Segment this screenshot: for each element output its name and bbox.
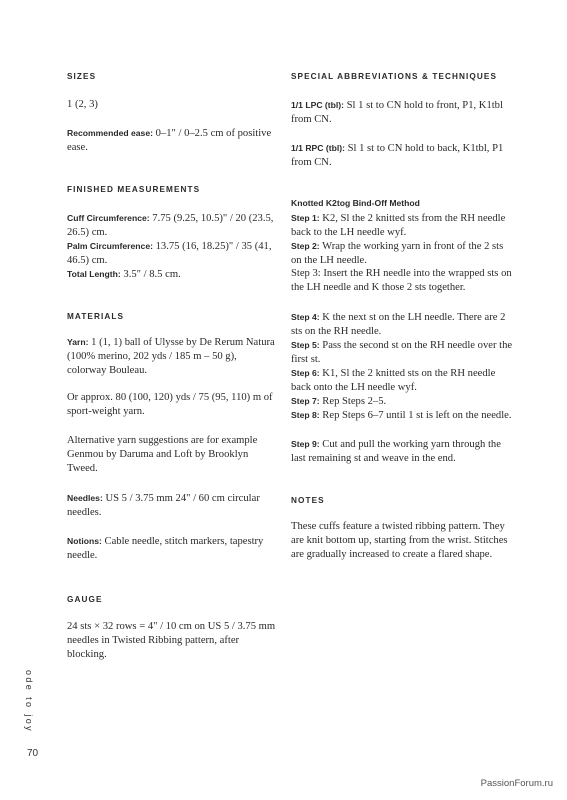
- lpc-value: Sl 1 st to CN hold to front, P1, K1tbl from CN.: [291, 100, 503, 126]
- cuff-value: 7.75 (9.25, 10.5)" / 20 (23.5, 26.5) cm.: [67, 213, 274, 239]
- step-9-value: Cut and pull the working yarn through the last remaining st and weave in the end.: [291, 439, 501, 465]
- gauge-text: 24 sts × 32 rows = 4" / 10 cm on US 5 / 3.75 mm needles in Twisted Ribbing pattern, after blocking.: [67, 621, 276, 661]
- yarn-approx: Or approx. 80 (100, 120) yds / 75 (95, 110) m of sport-weight yarn.: [67, 392, 273, 418]
- step-1: [291, 211, 513, 240]
- rpc-label: 1/1 RPC (tbl):: [291, 143, 345, 153]
- needles-value: US 5 / 3.75 mm 24" / 60 cm circular needles.: [67, 493, 260, 519]
- lpc-definition: [291, 98, 513, 127]
- step-9-label: Step 9:: [291, 439, 320, 449]
- book-title-vertical: ode to joy: [24, 670, 34, 734]
- gauge-heading: GAUGE: [67, 595, 103, 604]
- yarn-label: Yarn:: [67, 337, 89, 347]
- materials-heading: MATERIALS: [67, 312, 125, 321]
- ease-value: 0–1" / 0–2.5 cm of positive ease.: [67, 128, 272, 154]
- step-5-label: Step 5:: [291, 340, 320, 350]
- step-7-value: Rep Steps 2–5.: [319, 396, 387, 407]
- palm-circumference: [67, 239, 277, 268]
- needles-label: Needles:: [67, 493, 103, 503]
- step-4-value: K the next st on the LH needle. There are 2 sts on the RH needle.: [291, 312, 506, 338]
- sizes-heading: SIZES: [67, 72, 97, 81]
- step-4: [291, 310, 513, 339]
- notes-text: These cuffs feature a twisted ribbing pattern. They are knit bottom up, starting from the wrist. Stitches are gradually increased to create a flared shape.: [291, 521, 508, 561]
- total-length: [67, 267, 277, 282]
- step-1-value: K2, Sl the 2 knitted sts from the RH needle back to the LH needle wyf.: [291, 213, 506, 239]
- ease-label: Recommended ease:: [67, 128, 153, 138]
- step-8: [291, 408, 513, 423]
- step-1-label: Step 1:: [291, 213, 320, 223]
- step-7: [291, 394, 513, 409]
- cuff-label: Cuff Circumference:: [67, 213, 150, 223]
- alternative-yarn: Alternative yarn suggestions are for example Genmou by Daruma and Loft by Brooklyn Tweed.: [67, 435, 258, 475]
- yarn-value: 1 (1, 1) ball of Ulysse by De Rerum Natura (100% merino, 202 yds / 185 m – 50 g), colorway Bouleau.: [67, 337, 275, 377]
- notes-heading: NOTES: [291, 496, 325, 505]
- sizes-value: 1 (2, 3): [67, 99, 98, 110]
- length-value: 3.5" / 8.5 cm.: [120, 269, 181, 280]
- step-6-label: Step 6:: [291, 368, 320, 378]
- yarn: [67, 335, 277, 379]
- abbreviations-heading: SPECIAL ABBREVIATIONS & TECHNIQUES: [291, 72, 498, 81]
- bind-off-title: Knotted K2tog Bind-Off Method: [291, 198, 420, 208]
- lpc-label: 1/1 LPC (tbl):: [291, 100, 344, 110]
- notions-value: Cable needle, stitch markers, tapestry needle.: [67, 536, 264, 562]
- step-8-value: Rep Steps 6–7 until 1 st is left on the needle.: [319, 410, 512, 421]
- notions-label: Notions:: [67, 536, 102, 546]
- step-6-value: K1, Sl the 2 knitted sts on the RH needle back onto the LH needle wyf.: [291, 368, 496, 394]
- cuff-circumference: [67, 211, 277, 240]
- palm-value: 13.75 (16, 18.25)" / 35 (41, 46.5) cm.: [67, 241, 272, 267]
- step-2: [291, 239, 513, 268]
- step-3: Step 3: Insert the RH needle into the wrapped sts on the LH needle and K those 2 sts together.: [291, 268, 512, 294]
- step-2-label: Step 2:: [291, 241, 320, 251]
- notions: [67, 534, 277, 563]
- step-5: [291, 338, 513, 367]
- rpc-definition: [291, 141, 513, 170]
- recommended-ease: [67, 126, 277, 155]
- step-2-value: Wrap the working yarn in front of the 2 sts on the LH needle.: [291, 241, 504, 267]
- step-4-label: Step 4:: [291, 312, 320, 322]
- rpc-value: Sl 1 st to CN hold to back, K1tbl, P1 from CN.: [291, 143, 504, 169]
- page-number: 70: [27, 748, 39, 759]
- watermark: PassionForum.ru: [480, 778, 553, 789]
- step-7-label: Step 7:: [291, 396, 320, 406]
- step-8-label: Step 8:: [291, 410, 320, 420]
- length-label: Total Length:: [67, 269, 121, 279]
- step-5-value: Pass the second st on the RH needle over the first st.: [291, 340, 513, 366]
- palm-label: Palm Circumference:: [67, 241, 153, 251]
- needles: [67, 491, 277, 520]
- step-6: [291, 366, 513, 395]
- step-9: [291, 437, 513, 466]
- finished-measurements-heading: FINISHED MEASUREMENTS: [67, 185, 201, 194]
